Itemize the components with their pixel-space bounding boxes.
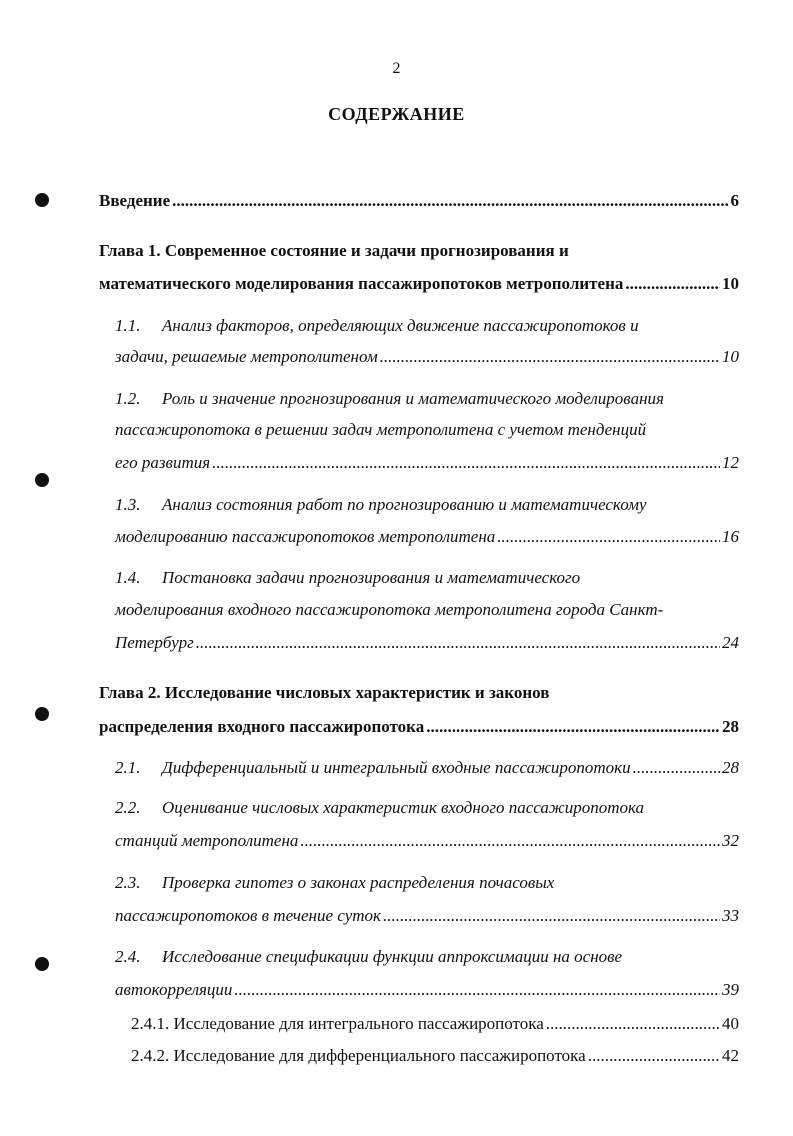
toc-entry-section-2-4-1[interactable] — [131, 1013, 739, 1035]
toc-chapter-1-line[interactable]: Глава 1. Современное состояние и задачи прогнозирования и — [99, 241, 569, 260]
toc-entry-section-2-4[interactable] — [115, 979, 739, 1001]
leader-dots — [383, 905, 720, 927]
entry-page: 28 — [722, 758, 739, 777]
entry-page: 39 — [722, 980, 739, 999]
toc-entry-section-1-2[interactable] — [115, 452, 739, 474]
toc-entry-intro[interactable] — [99, 190, 739, 212]
leader-dots — [234, 979, 720, 1001]
section-number: 2.3. — [115, 873, 141, 892]
entry-text: Введение — [99, 191, 171, 210]
entry-text: Оценивание числовых характеристик входного пассажиропотока — [162, 798, 644, 817]
entry-text: математического моделирования пассажиропотоков метрополитена — [99, 274, 624, 293]
leader-dots — [625, 273, 720, 295]
toc-section-1-2-line[interactable]: пассажиропотока в решении задач метрополитена с учетом тенденций — [115, 420, 647, 439]
entry-page: 10 — [722, 274, 739, 293]
toc-section-1-1-line[interactable] — [115, 315, 639, 337]
entry-page: 40 — [722, 1014, 739, 1033]
toc-entry-section-1-3[interactable] — [115, 526, 739, 548]
leader-dots — [212, 452, 720, 474]
entry-page: 32 — [722, 831, 739, 850]
punch-hole — [35, 473, 49, 487]
entry-text: станций метрополитена — [115, 831, 299, 850]
entry-page: 42 — [722, 1046, 739, 1065]
entry-text: Роль и значение прогнозирования и математического моделирования — [162, 389, 664, 408]
entry-text: Дифференциальный и интегральный входные пассажиропотоки — [162, 758, 631, 777]
toc-entry-chapter-2[interactable] — [99, 716, 739, 738]
leader-dots — [172, 190, 728, 212]
entry-text: 2.4.1. Исследование для интегрального пассажиропотока — [131, 1014, 544, 1033]
toc-entry-chapter-1[interactable] — [99, 273, 739, 295]
toc-entry-section-1-1[interactable] — [115, 346, 739, 368]
toc-section-2-3-line[interactable] — [115, 872, 554, 894]
punch-hole — [35, 707, 49, 721]
entry-page: 16 — [722, 527, 739, 546]
leader-dots — [196, 632, 720, 654]
section-number: 2.4. — [115, 947, 141, 966]
entry-text: распределения входного пассажиропотока — [99, 717, 425, 736]
entry-text: 2.4.2. Исследование для дифференциального пассажиропотока — [131, 1046, 586, 1065]
section-number: 1.3. — [115, 495, 141, 514]
toc-entry-section-2-4-2[interactable] — [131, 1045, 739, 1067]
entry-page: 24 — [722, 633, 739, 652]
toc-entry-section-1-4[interactable] — [115, 632, 739, 654]
entry-text: пассажиропотоков в течение суток — [115, 906, 381, 925]
entry-text: моделированию пассажиропотоков метрополитена — [115, 527, 496, 546]
punch-hole — [35, 193, 49, 207]
leader-dots — [588, 1045, 720, 1067]
punch-hole — [35, 957, 49, 971]
entry-text: задачи, решаемые метрополитеном — [115, 347, 378, 366]
section-number: 1.4. — [115, 568, 141, 587]
section-number: 1.2. — [115, 389, 141, 408]
page-title: СОДЕРЖАНИЕ — [328, 104, 465, 124]
toc-section-1-2-line[interactable] — [115, 388, 664, 410]
entry-page: 10 — [722, 347, 739, 366]
entry-page: 12 — [722, 453, 739, 472]
section-number: 2.2. — [115, 798, 141, 817]
toc-section-1-4-line[interactable]: моделирования входного пассажиропотока метрополитена города Санкт- — [115, 600, 664, 619]
page-number: 2 — [392, 60, 401, 77]
leader-dots — [300, 830, 720, 852]
leader-dots — [426, 716, 720, 738]
entry-text: Петербург — [115, 633, 194, 652]
entry-text: Постановка задачи прогнозирования и математического — [162, 568, 581, 587]
entry-text: Анализ факторов, определяющих движение пассажиропотоков и — [162, 316, 639, 335]
section-number: 1.1. — [115, 316, 141, 335]
leader-dots — [546, 1013, 720, 1035]
toc-entry-section-2-3[interactable] — [115, 905, 739, 927]
section-number: 2.1. — [115, 758, 141, 777]
toc-section-2-2-line[interactable] — [115, 797, 644, 819]
toc-section-1-3-line[interactable] — [115, 494, 646, 516]
leader-dots — [380, 346, 720, 368]
toc-section-2-4-line[interactable] — [115, 946, 622, 968]
leader-dots — [497, 526, 720, 548]
toc-entry-section-2-1[interactable] — [115, 757, 739, 779]
entry-text: автокорреляции — [115, 980, 233, 999]
entry-page: 33 — [722, 906, 739, 925]
toc-entry-section-2-2[interactable] — [115, 830, 739, 852]
toc-section-1-4-line[interactable] — [115, 567, 580, 589]
entry-text: Анализ состояния работ по прогнозированию и математическому — [162, 495, 647, 514]
entry-text: Проверка гипотез о законах распределения почасовых — [162, 873, 555, 892]
entry-page: 6 — [730, 191, 739, 210]
leader-dots — [633, 757, 720, 779]
toc-chapter-2-line[interactable]: Глава 2. Исследование числовых характеристик и законов — [99, 683, 550, 702]
entry-page: 28 — [722, 717, 739, 736]
entry-text: его развития — [115, 453, 211, 472]
entry-text: Исследование спецификации функции аппроксимации на основе — [162, 947, 623, 966]
